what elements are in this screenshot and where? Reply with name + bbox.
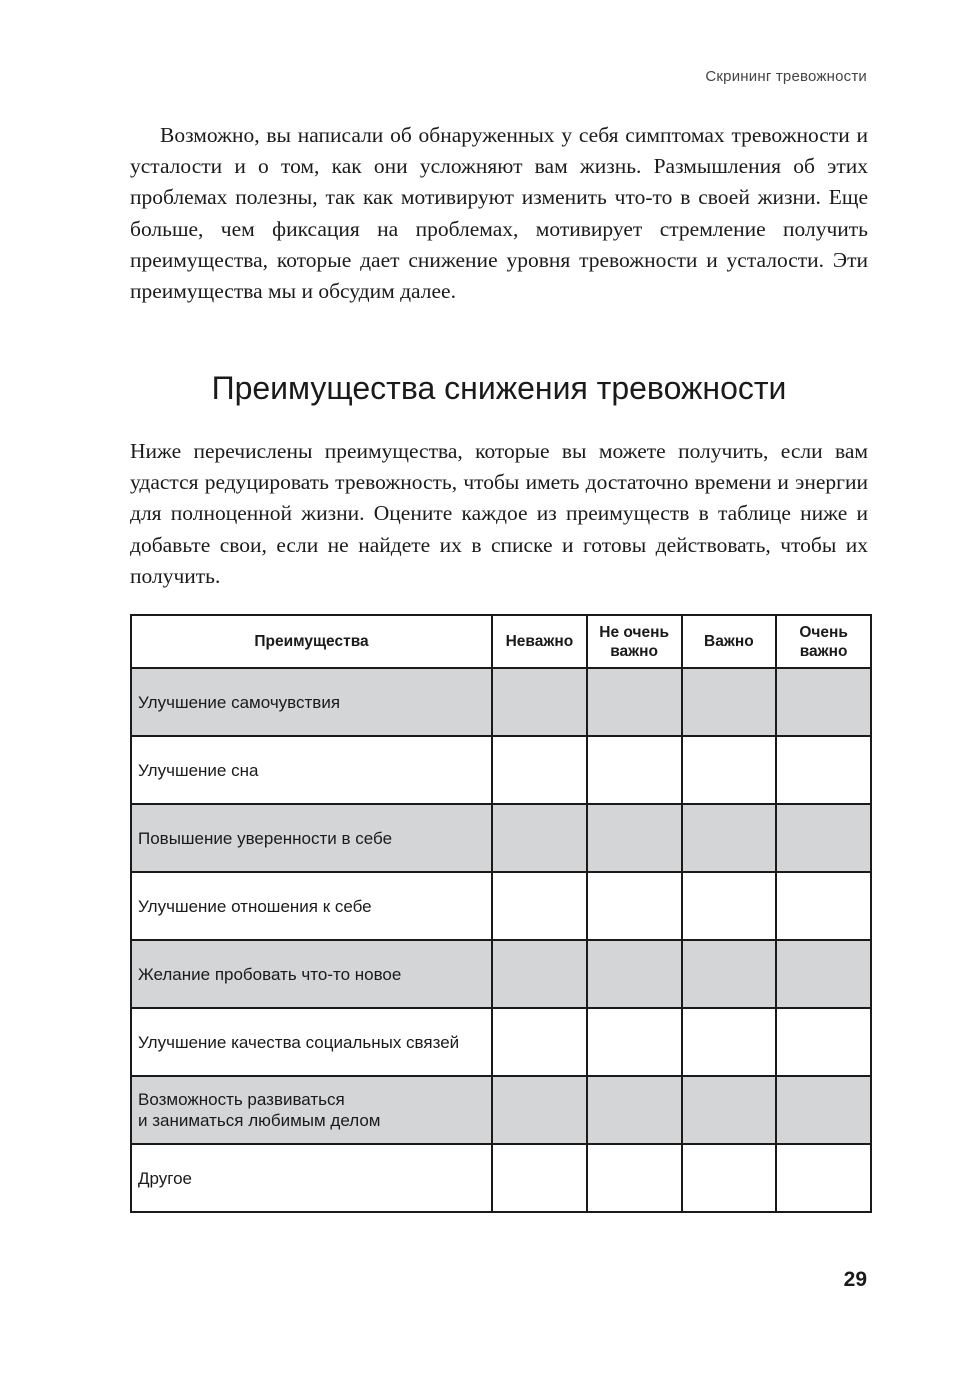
header-benefit: Преимущества xyxy=(131,615,492,668)
rating-cell-very-important[interactable] xyxy=(776,872,871,940)
benefit-label xyxy=(131,736,492,804)
rating-cell-very-important[interactable] xyxy=(776,1144,871,1212)
header-not-very-important xyxy=(587,615,682,668)
rating-cell-important[interactable] xyxy=(682,736,777,804)
benefit-label xyxy=(131,668,492,736)
rating-cell-unimportant[interactable] xyxy=(492,1144,587,1212)
rating-cell-important[interactable] xyxy=(682,1144,777,1212)
benefit-label xyxy=(131,1008,492,1076)
rating-cell-not-very-important[interactable] xyxy=(587,1076,682,1144)
benefit-label-text: Улучшение качества социальных связей xyxy=(138,1032,460,1052)
rating-cell-very-important[interactable] xyxy=(776,736,871,804)
rating-cell-important[interactable] xyxy=(682,872,777,940)
rating-cell-important[interactable] xyxy=(682,1076,777,1144)
rating-cell-very-important[interactable] xyxy=(776,804,871,872)
table-row-wellbeing xyxy=(131,668,871,736)
rating-cell-unimportant[interactable] xyxy=(492,1076,587,1144)
rating-cell-unimportant[interactable] xyxy=(492,736,587,804)
table-row-social xyxy=(131,1008,871,1076)
running-head: Скрининг тревожности xyxy=(705,68,867,85)
rating-cell-very-important[interactable] xyxy=(776,668,871,736)
page-number: 29 xyxy=(843,1268,867,1291)
table-intro-paragraph: Ниже перечислены преимущества, которые вы можете получить, если вам удастся редуцировать тревожность, чтобы иметь достаточно времени и энергии для полноценной жизни. Оцените каждое из преимуществ в таблице ниже и добавьте свои, если не найдете их в списке и готовы действовать, чтобы их получить. xyxy=(130,439,868,588)
benefit-label-text: Повышение уверенности в себе xyxy=(138,828,393,848)
table-row-development xyxy=(131,1076,871,1144)
rating-cell-unimportant[interactable] xyxy=(492,872,587,940)
rating-cell-not-very-important[interactable] xyxy=(587,872,682,940)
rating-cell-unimportant[interactable] xyxy=(492,1008,587,1076)
header-unimportant: Неважно xyxy=(492,615,587,668)
rating-cell-important[interactable] xyxy=(682,1008,777,1076)
rating-cell-not-very-important[interactable] xyxy=(587,940,682,1008)
benefit-label xyxy=(131,1144,492,1212)
rating-cell-not-very-important[interactable] xyxy=(587,1144,682,1212)
rating-cell-unimportant[interactable] xyxy=(492,804,587,872)
rating-cell-very-important[interactable] xyxy=(776,1008,871,1076)
section-title: Преимущества снижения тревожности xyxy=(211,370,787,406)
benefit-label-text-line2: и заниматься любимым делом xyxy=(138,1111,381,1130)
intro-paragraph: Возможно, вы написали об обнаруженных у себя симптомах тревожности и усталости и о том, как они усложняют вам жизнь. Размышления об этих проблемах полезны, так как мотивируют изменить что-то в своей жизни. Еще больше, чем фиксация на проблемах, мотивирует стремление получить преимущества, которые дает снижение уровня тревожности и усталости. Эти преимущества мы и обсудим далее. xyxy=(130,123,868,304)
benefit-label-text: Другое xyxy=(138,1168,193,1188)
table-header-row xyxy=(131,615,871,668)
benefit-label xyxy=(131,804,492,872)
benefit-label-text: Улучшение самочувствия xyxy=(138,692,341,712)
table-row-confidence xyxy=(131,804,871,872)
header-very-important xyxy=(776,615,871,668)
benefit-label-text: Желание пробовать что-то новое xyxy=(138,964,402,984)
benefits-table-container xyxy=(130,614,870,1213)
rating-cell-very-important[interactable] xyxy=(776,940,871,1008)
benefit-label xyxy=(131,1076,492,1144)
header-important: Важно xyxy=(682,615,777,668)
table-row-other xyxy=(131,1144,871,1212)
rating-cell-not-very-important[interactable] xyxy=(587,1008,682,1076)
rating-cell-important[interactable] xyxy=(682,804,777,872)
benefits-table xyxy=(130,614,872,1213)
header-very-important-line2: важно xyxy=(799,642,848,660)
rating-cell-very-important[interactable] xyxy=(776,1076,871,1144)
benefit-label-text: Улучшение сна xyxy=(138,760,259,780)
rating-cell-not-very-important[interactable] xyxy=(587,736,682,804)
rating-cell-unimportant[interactable] xyxy=(492,940,587,1008)
header-very-important-line1: Очень xyxy=(799,623,848,641)
header-not-very-important-line2: важно xyxy=(610,642,658,660)
benefit-label xyxy=(131,940,492,1008)
table-row-self-attitude xyxy=(131,872,871,940)
rating-cell-important[interactable] xyxy=(682,940,777,1008)
header-not-very-important-line1: Не очень xyxy=(599,623,669,641)
table-row-try-new xyxy=(131,940,871,1008)
benefit-label xyxy=(131,872,492,940)
rating-cell-not-very-important[interactable] xyxy=(587,668,682,736)
benefit-label-text: Возможность развиваться xyxy=(138,1090,345,1109)
benefit-label-text: Улучшение отношения к себе xyxy=(138,896,372,916)
rating-cell-not-very-important[interactable] xyxy=(587,804,682,872)
rating-cell-unimportant[interactable] xyxy=(492,668,587,736)
rating-cell-important[interactable] xyxy=(682,668,777,736)
table-row-sleep xyxy=(131,736,871,804)
